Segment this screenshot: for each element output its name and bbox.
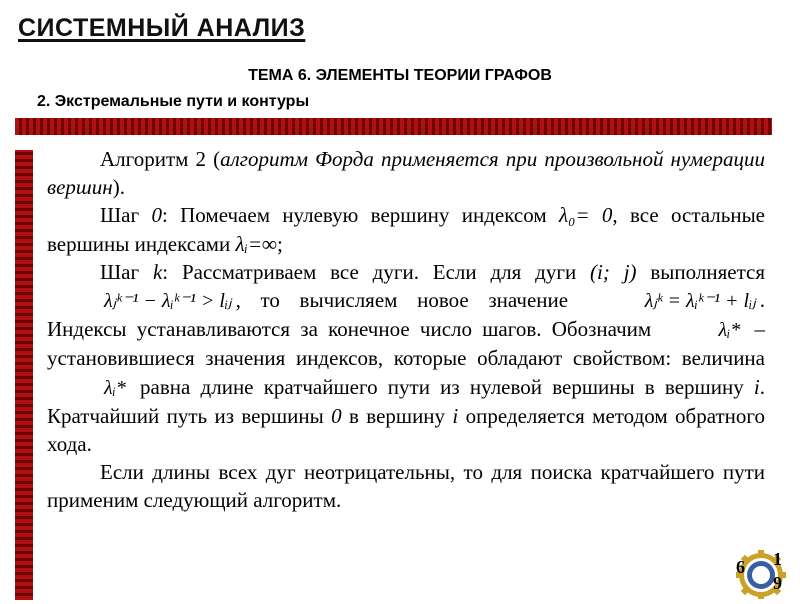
paragraph-algorithm-intro	[47, 145, 765, 201]
page-number-right-bottom: 9	[773, 573, 782, 593]
vertex-symbol: i	[753, 374, 760, 399]
text-run: : Помечаем нулевую вершину индексом	[161, 203, 559, 228]
paragraph-step-k	[47, 258, 765, 458]
university-logo	[728, 545, 794, 599]
page-number-right-top: 1	[773, 549, 782, 569]
paragraph-nonnegative	[47, 458, 765, 514]
text-run: , все остальные вершины индексами	[47, 203, 765, 256]
section-title: 2. Экстремальные пути и контуры	[37, 93, 310, 110]
text-run: . Кратчайший путь из вершины	[47, 374, 765, 428]
topic-title: ТЕМА 6. ЭЛЕМЕНТЫ ТЕОРИИ ГРАФОВ	[248, 67, 552, 84]
text-run: равна длине кратчайшего пути из нулевой вершины в вершину	[129, 374, 754, 399]
formula-condition: λⱼᵏ⁻¹ − λᵢᵏ⁻¹ > lᵢⱼ	[104, 290, 232, 313]
step-index: 0	[151, 203, 162, 228]
page-number-left: 6	[736, 557, 745, 577]
text-run: Алгоритм 2 (	[100, 147, 221, 171]
text-run: , то вычисляем новое значение	[235, 288, 588, 313]
algorithm-note: алгоритм Форда применяется при произвольной нумерации вершин	[47, 147, 765, 200]
course-title: СИСТЕМНЫЙ АНАЛИЗ	[18, 14, 306, 42]
formula-settled-index: λᵢ*	[104, 376, 126, 399]
text-run: ).	[112, 175, 125, 200]
formula-initial-index: λ₀= 0	[558, 203, 613, 228]
text-run: : Рассматриваем все дуги. Если для дуги	[162, 259, 591, 284]
text-run: . Индексы устанавливаются за конечное число шагов. Обозначим	[47, 288, 765, 342]
vertex-symbol: 0	[331, 403, 342, 428]
paragraph-step-zero	[47, 201, 765, 257]
text-run: Шаг	[100, 203, 152, 228]
text-run: определяется методом обратного хода.	[47, 403, 765, 457]
formula-settled-index: λᵢ*	[718, 319, 741, 342]
text-run: выполняется	[636, 259, 765, 284]
text-run: в вершину	[341, 403, 453, 428]
slide-body	[47, 145, 765, 515]
formula-update: λⱼᵏ = λᵢᵏ⁻¹ + lᵢⱼ	[644, 290, 756, 313]
step-index: k	[152, 259, 163, 284]
text-run: ;	[277, 231, 283, 256]
text-run: Если длины всех дуг неотрицательны, то для поиска кратчайшего пути применим следующий алгоритм.	[47, 460, 765, 513]
decorative-side-bar	[15, 150, 33, 600]
arc-notation: (i; j)	[590, 259, 637, 284]
vertex-symbol: i	[452, 403, 459, 428]
text-run: – установившиеся значения индексов, которые обладают свойством: величина	[47, 317, 766, 371]
text-run: Шаг	[100, 259, 153, 284]
decorative-banner	[15, 118, 772, 135]
formula-other-index: λᵢ=∞	[235, 231, 278, 256]
